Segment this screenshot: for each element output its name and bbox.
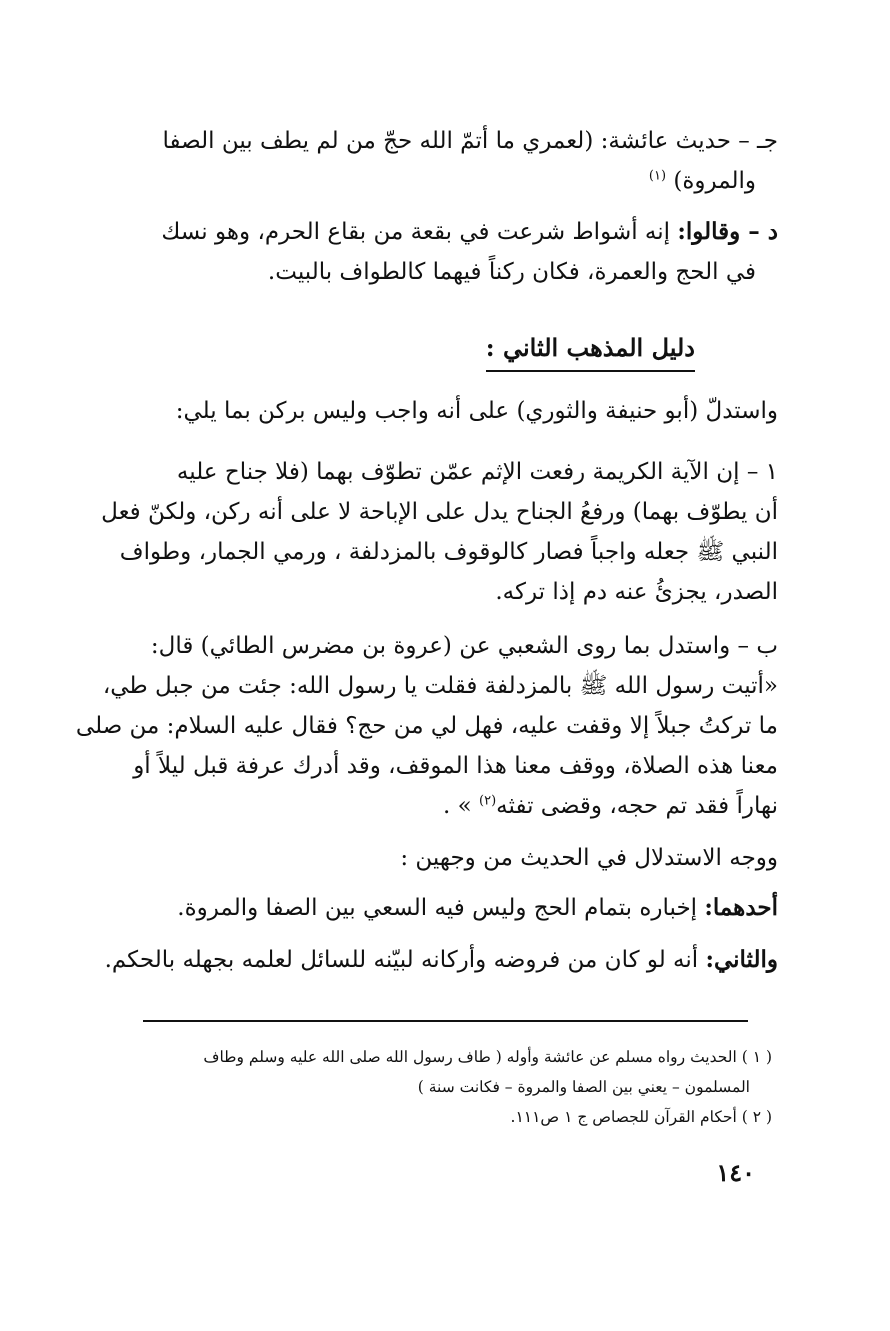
paragraph-lead: د – وقالوا: [677,218,778,245]
text-line [108,786,778,826]
footnote-1 [117,1042,772,1102]
paragraph-first [108,888,778,928]
paragraph-one [101,452,778,612]
text-fragment: إخباره بتمام الحج وليس فيه السعي بين الصفا والمروة. [177,895,698,921]
text-line: ووجه الاستدلال في الحديث من وجهين : [400,845,778,871]
text-line: الصدر، يجزئُ عنه دم إذا تركه. [495,579,778,605]
footnote-ref-1: (١) [648,168,667,184]
footnote-ref-2: (٢) [479,793,497,809]
text-line: ١ – إن الآية الكريمة رفعت الإثم عمّن تطوّف بهما (فلا جناح عليه [176,459,778,485]
quote-end: » . [443,793,472,819]
text-fragment: أنه لو كان من فروضه وأركانه لبيّنه للسائل لعلمه بجهله بالحكم. [104,947,699,973]
paragraph-second [104,940,778,980]
text-fragment: إنه أشواط شرعت في بقعة من بقاع الحرم، وهو نسك [161,219,671,245]
text-line [108,161,778,201]
section-heading: دليل المذهب الثاني : [486,328,695,372]
text-line: أن يطوّف بهما) ورفعُ الجناح يدل على الإباحة لا على أنه ركن، ولكنّ فعل [101,499,778,525]
footnote-divider [143,1020,748,1022]
paragraph-dal [108,212,778,292]
paragraph-lead: والثاني: [705,946,778,973]
page-number: ١٤٠ [716,1158,755,1187]
text-line: ( ٢ ) أحكام القرآن للجصاص ج ١ ص١١١. [510,1108,772,1126]
text-line: جـ – حديث عائشة: (لعمري ما أتمّ الله حجّ من لم يطف بين الصفا [162,128,778,154]
paragraph-ba [75,626,778,826]
text-line: معنا هذه الصلاة، ووقف معنا هذا الموقف، وقد أدرك عرفة قبل ليلاً أو [133,753,778,779]
text-line: واستدلّ (أبو حنيفة والثوري) على أنه واجب وليس بركن بما يلي: [175,398,778,424]
paragraph-lead: أحدهما: [704,894,778,921]
text-line: في الحج والعمرة، فكان ركناً فيهما كالطواف بالبيت. [267,259,756,285]
text-line [108,888,778,928]
text-line: «أتيت رسول الله ﷺ بالمزدلفة فقلت يا رسول الله: جئت من جبل طي، [102,673,778,699]
text-line: المسلمون – يعني بين الصفا والمروة – فكانت سنة ) [417,1078,750,1096]
footnote-2 [117,1102,772,1132]
text-line [104,940,778,980]
text-line: النبي ﷺ جعله واجباً فصار كالوقوف بالمزدلفة ، ورمي الجمار، وطواف [119,539,778,565]
paragraph-wajh [108,838,778,878]
paragraph-jeem [108,121,778,201]
text-line [108,212,778,252]
text-fragment: والمروة) [673,168,756,194]
text-line: ( ١ ) الحديث رواه مسلم عن عائشة وأوله ( طاف رسول الله صلى الله عليه وسلم وطاف [203,1048,772,1066]
text-line: ب – واستدل بما روى الشعبي عن (عروة بن مضرس الطائي) قال: [150,633,778,659]
text-fragment: نهاراً فقد تم حجه، وقضى تفثه [496,793,778,819]
paragraph-intro [108,391,778,431]
text-line: ما تركتُ جبلاً إلا وقفت عليه، فهل لي من حج؟ فقال عليه السلام: من صلى [75,713,778,739]
